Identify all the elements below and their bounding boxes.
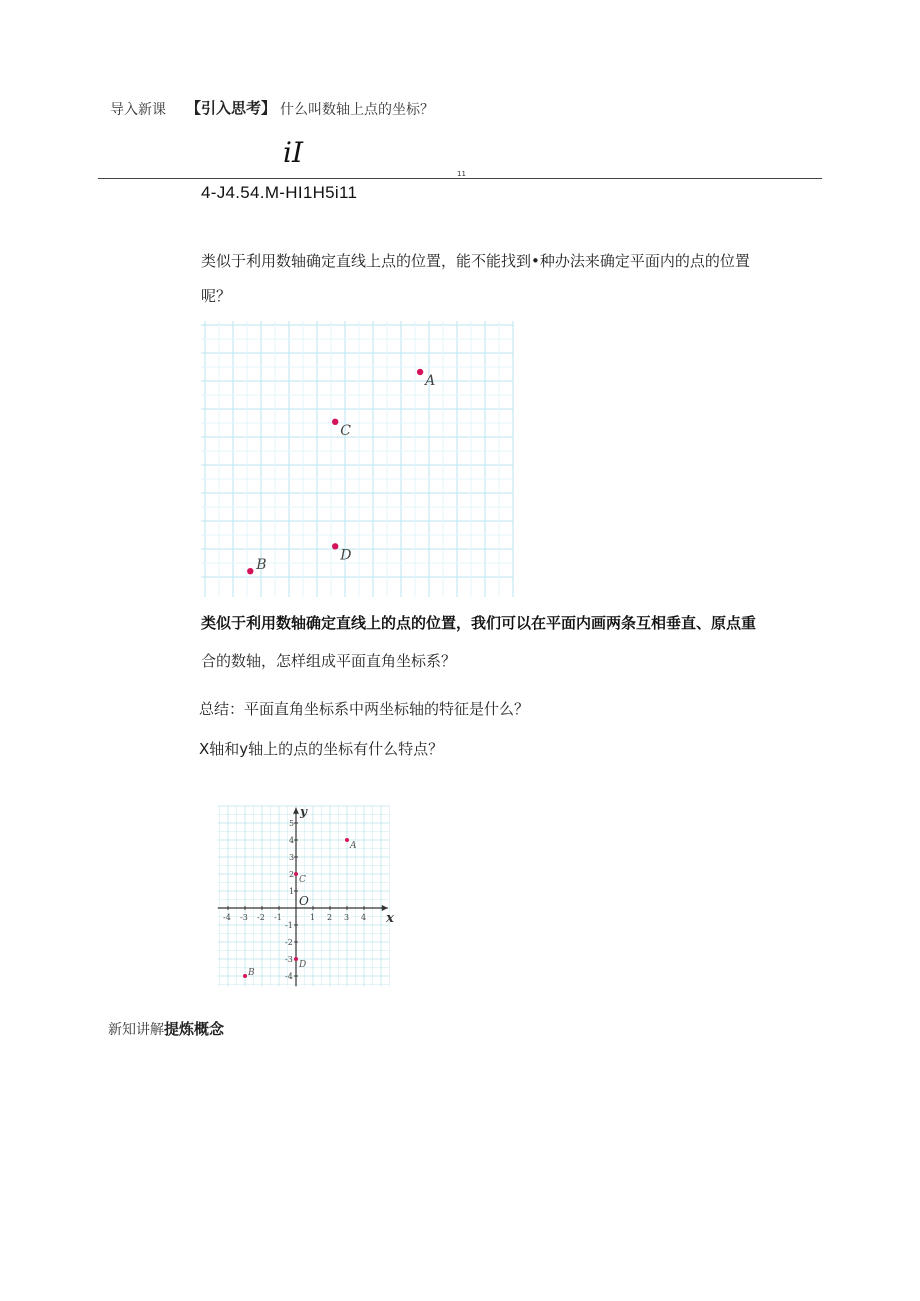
paragraph2-line2: 合的数轴，怎样组成平面直角坐标系？ — [201, 652, 457, 670]
y-tick-label: -4 — [285, 972, 293, 981]
tiny-mark: 11 — [457, 170, 466, 178]
footer-line — [108, 1018, 224, 1039]
point-label-A: A — [350, 841, 357, 851]
y-tick-label: -1 — [285, 921, 293, 930]
point-C — [294, 872, 298, 876]
footer-label: 新知讲解 — [108, 1022, 164, 1038]
point-label-A: A — [425, 373, 436, 389]
point-B — [243, 974, 247, 978]
x-tick-label: -1 — [274, 913, 282, 922]
y-tick-label: -3 — [285, 955, 293, 964]
x-tick-label: -3 — [240, 913, 248, 922]
point-label-C: C — [299, 875, 306, 885]
x-tick-label: 2 — [327, 913, 333, 922]
point-C — [332, 419, 338, 425]
footer-emphasis: 提炼概念 — [164, 1020, 225, 1038]
x-tick-label: 4 — [361, 913, 367, 922]
y-tick-label: 4 — [289, 836, 295, 845]
point-A — [417, 369, 423, 375]
summary-line2: X轴和y轴上的点的坐标有什么特点？ — [199, 740, 444, 758]
paragraph2-line1: 类似于利用数轴确定直线上的点的位置，我们可以在平面内画两条互相垂直、原点重 — [201, 614, 757, 632]
y-axis-label: y — [300, 804, 307, 819]
y-tick-label: 3 — [289, 853, 295, 862]
intro-question: 什么叫数轴上点的坐标？ — [280, 102, 434, 118]
x-tick-label: 1 — [310, 913, 316, 922]
origin-label: O — [299, 894, 309, 908]
point-label-B: B — [248, 968, 255, 978]
point-label-D: D — [340, 547, 352, 564]
point-A — [345, 838, 349, 842]
x-axis-label: x — [386, 911, 394, 926]
point-B — [247, 568, 253, 574]
y-tick-label: -2 — [285, 938, 293, 947]
y-tick-label: 1 — [289, 887, 295, 896]
italic-mark: iI — [283, 136, 304, 169]
coordinate-plane-figure — [208, 796, 398, 988]
y-tick-label: 2 — [289, 870, 295, 879]
bracket-label: 【引入思考】 — [186, 99, 277, 117]
grid-figure — [200, 318, 518, 598]
point-label-C: C — [340, 422, 351, 439]
divider-line — [98, 178, 822, 179]
x-tick-label: 3 — [344, 913, 350, 922]
y-tick-label: 5 — [289, 819, 295, 828]
point-D — [332, 543, 338, 549]
x-tick-label: -2 — [257, 913, 265, 922]
point-label-B: B — [256, 557, 267, 574]
point-D — [294, 957, 298, 961]
summary-line1: 总结：平面直角坐标系中两坐标轴的特征是什么？ — [199, 700, 530, 718]
paragraph1-line1: 类似于利用数轴确定直线上点的位置，能不能找到•种办法来确定平面内的点的位置 — [201, 252, 750, 270]
section-label-intro: 导入新课 — [110, 102, 166, 118]
paragraph1-line2: 呢？ — [201, 287, 232, 305]
y-axis-arrow — [293, 808, 299, 814]
point-label-D: D — [299, 960, 307, 970]
x-tick-label: -4 — [223, 913, 231, 922]
garbled-line: 4-J4.54.M-HI1H5i11 — [201, 183, 358, 202]
